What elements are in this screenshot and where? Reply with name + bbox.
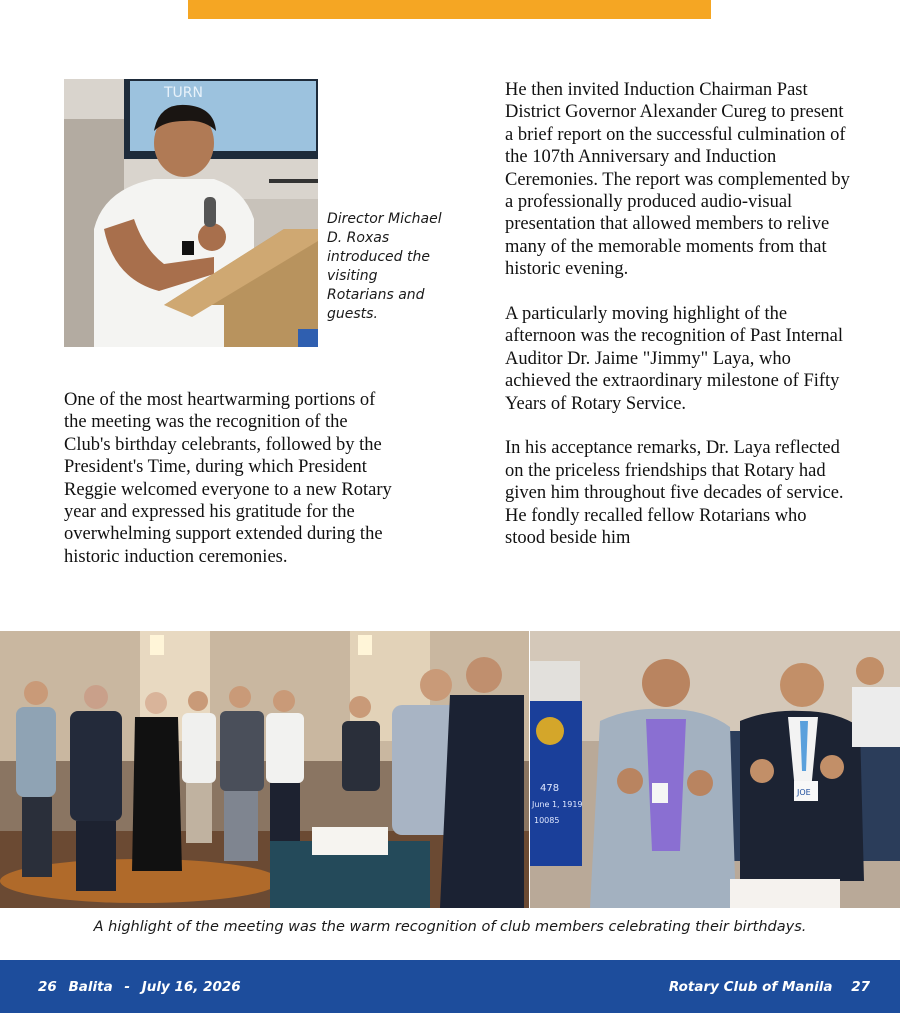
screen-text: TURN bbox=[164, 85, 203, 101]
page-footer bbox=[0, 960, 900, 1013]
nametag-text: JOE bbox=[797, 788, 811, 797]
speaker-photo-caption: Director Michael D. Roxas introduced the visiting Rotarians and guests. bbox=[327, 211, 442, 322]
right-paragraph-1: He then invited Induction Chairman Past District Governor Alexander Cureg to present a brief report on the successful culmination of the 107th Anniversary and Induction Ceremonies. The report was complemented by a professionally produced audio-visual presentation that allowed members to relive many of the memorable moments from that historic evening. bbox=[505, 80, 850, 280]
club-name: Rotary Club of Manila bbox=[668, 979, 833, 995]
banner-line-3: 10085 bbox=[534, 816, 560, 825]
footer-left bbox=[38, 979, 248, 995]
footer-separator: - bbox=[124, 979, 131, 995]
left-page-number: 26 bbox=[38, 979, 57, 995]
banner-line-2: June 1, 1919 bbox=[532, 800, 583, 809]
right-paragraph-2: A particularly moving highlight of the afternoon was the recognition of Past Internal Auditor Dr. Jaime "Jimmy" Laya, who achieved the extraordinary milestone of Fifty Years of Rotary Service. bbox=[505, 304, 844, 414]
footer-right bbox=[655, 979, 870, 995]
group-birthday-photo bbox=[0, 631, 529, 908]
speaker-photo bbox=[64, 79, 318, 347]
publication-date: July 16, 2026 bbox=[141, 979, 241, 995]
group-photo-caption: A highlight of the meeting was the warm recognition of club members celebrating their birthdays. bbox=[93, 919, 807, 935]
right-column-text bbox=[505, 79, 850, 572]
banner-line-1: 478 bbox=[540, 783, 560, 794]
right-paragraph-3: In his acceptance remarks, Dr. Laya reflected on the priceless friendships that Rotary had given him throughout five decades of service. He fondly recalled fellow Rotarians who stood beside him bbox=[505, 438, 844, 549]
celebrants-photo bbox=[530, 631, 900, 908]
left-column-paragraph: One of the most heartwarming portions of the meeting was the recognition of the Club's birthday celebrants, followed by the President's Time, during which President Reggie welcomed everyone to a new Rotary year and expressed his gratitude for the overwhelming support extended during the historic induction ceremonies. bbox=[64, 390, 392, 567]
publication-name: Balita bbox=[68, 979, 113, 995]
right-page-number: 27 bbox=[851, 979, 870, 995]
top-accent-bar bbox=[188, 0, 711, 19]
